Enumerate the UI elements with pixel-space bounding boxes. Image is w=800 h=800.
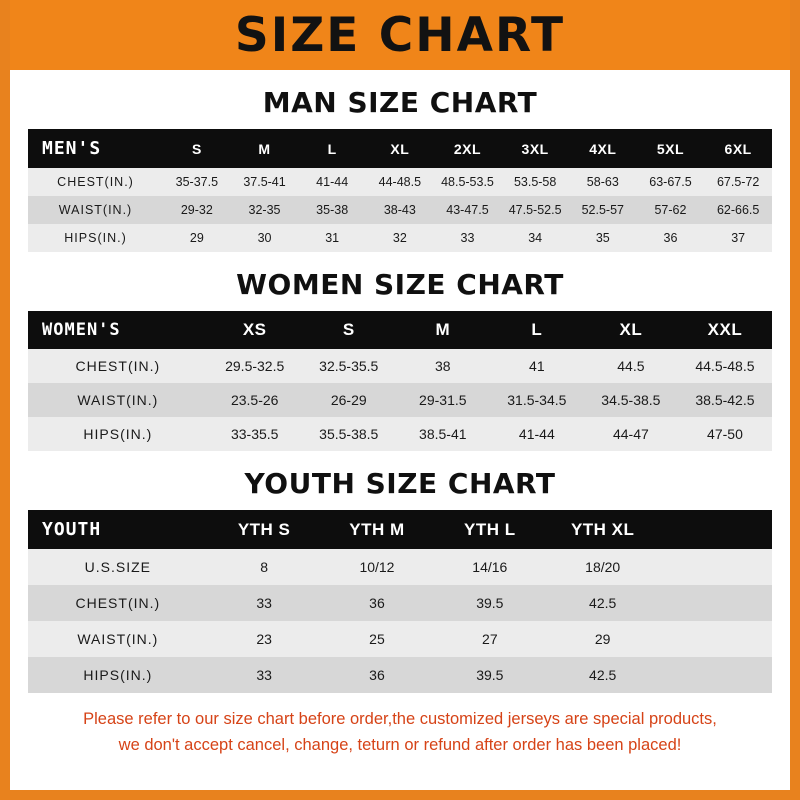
table-cell: [659, 621, 772, 657]
table-cell: 41: [529, 358, 545, 374]
table-cell: 44-48.5: [378, 175, 422, 189]
table-cell: 41-44: [518, 426, 555, 442]
banner: [10, 0, 790, 70]
footer-note: [28, 707, 772, 758]
column-header: XXL: [707, 320, 743, 339]
table-cell: 36: [369, 595, 385, 611]
column-header: S: [342, 320, 355, 339]
women-size-table: [28, 311, 772, 451]
table-cell: 44.5-48.5: [695, 358, 755, 374]
table-header-row: [28, 510, 772, 549]
table-cell: 32.5-35.5: [319, 358, 379, 374]
table-cell: 44-47: [612, 426, 649, 442]
table-cell: 35.5-38.5: [319, 426, 379, 442]
column-header: 6XL: [724, 140, 752, 157]
table-cell: 44.5: [617, 358, 645, 374]
column-header-empty: [659, 510, 772, 549]
column-header: YOUTH: [42, 519, 102, 540]
column-header: M: [435, 320, 451, 339]
column-header: XL: [619, 320, 643, 339]
table-cell: 8: [260, 559, 268, 575]
column-header: 2XL: [453, 140, 482, 157]
table-cell: 62-66.5: [716, 203, 760, 217]
table-cell: 37.5-41: [243, 175, 286, 189]
row-label: WAIST(IN.): [77, 631, 159, 647]
row-label: HIPS(IN.): [83, 667, 153, 683]
column-header: 4XL: [589, 140, 617, 157]
column-header: YTH L: [464, 519, 516, 539]
bottom-accent-bar: [10, 790, 790, 800]
table-cell: 35: [595, 231, 610, 245]
column-header: YTH XL: [570, 519, 635, 539]
table-cell: 34.5-38.5: [601, 392, 661, 408]
table-cell: 29-31.5: [419, 392, 467, 408]
table-cell: 42.5: [589, 667, 617, 683]
content: [10, 86, 790, 758]
footer-note-line-1: Please refer to our size chart before order,the customized jerseys are special products,: [83, 710, 717, 728]
table-cell: [659, 657, 772, 693]
table-cell: [659, 585, 772, 621]
table-cell: 42.5: [589, 595, 617, 611]
table-cell: 30: [257, 231, 272, 245]
table-row: [28, 349, 772, 383]
table-cell: 39.5: [476, 595, 504, 611]
row-label: CHEST(IN.): [75, 358, 161, 374]
row-label: CHEST(IN.): [75, 595, 161, 611]
column-header: 3XL: [521, 140, 549, 157]
table-cell: 47-50: [707, 426, 743, 442]
table-cell: 23: [256, 631, 272, 647]
column-header: WOMEN'S: [42, 320, 121, 340]
section-men: [28, 86, 772, 252]
youth-size-table: [28, 510, 772, 693]
column-header: XS: [242, 320, 267, 339]
column-header: L: [531, 320, 543, 339]
row-label: CHEST(IN.): [57, 175, 134, 189]
table-cell: 35-37.5: [175, 175, 219, 189]
table-cell: 63-67.5: [649, 175, 692, 189]
table-header-row: [28, 311, 772, 349]
table-cell: 29: [594, 631, 611, 647]
table-cell: 18/20: [585, 559, 621, 575]
table-cell: 29: [189, 231, 204, 245]
table-cell: 38.5-41: [419, 426, 467, 442]
table-cell: 36: [663, 231, 678, 245]
table-cell: 23.5-26: [230, 392, 279, 408]
table-cell: 32-35: [248, 203, 281, 217]
table-cell: 35-38: [316, 203, 349, 217]
table-row: [28, 417, 772, 451]
table-cell: 33: [256, 667, 272, 683]
table-cell: 43-47.5: [446, 203, 489, 217]
table-cell: 48.5-53.5: [441, 175, 494, 189]
table-cell: 26-29: [330, 392, 367, 408]
row-label: WAIST(IN.): [77, 392, 159, 408]
row-label: U.S.SIZE: [84, 559, 152, 575]
table-cell: 25: [369, 631, 385, 647]
table-cell: 33-35.5: [230, 426, 279, 442]
table-cell: 10/12: [359, 559, 395, 575]
table-cell: 32: [392, 231, 407, 245]
table-cell: 27: [482, 631, 498, 647]
table-cell: [659, 549, 772, 585]
table-cell: 34: [528, 231, 543, 245]
table-cell: 37: [731, 231, 746, 245]
section-title-women: WOMEN SIZE CHART: [236, 268, 564, 301]
table-cell: 33: [460, 231, 475, 245]
table-cell: 57-62: [654, 203, 687, 217]
section-title-men: MAN SIZE CHART: [262, 86, 538, 119]
table-row: [28, 585, 772, 621]
table-cell: 38.5-42.5: [695, 392, 755, 408]
section-women: [28, 268, 772, 451]
footer-note-line-2: we don't accept cancel, change, teturn or refund after order has been placed!: [118, 735, 682, 754]
column-header: YTH S: [237, 519, 291, 539]
row-label: WAIST(IN.): [58, 203, 133, 217]
row-label: HIPS(IN.): [64, 231, 127, 245]
table-cell: 52.5-57: [581, 203, 624, 217]
section-youth: [28, 467, 772, 693]
table-row: [28, 168, 772, 196]
column-header: S: [191, 140, 202, 157]
table-cell: 33: [256, 595, 272, 611]
table-cell: 38-43: [383, 203, 416, 217]
section-title-youth: YOUTH SIZE CHART: [244, 467, 556, 500]
table-cell: 31.5-34.5: [507, 392, 567, 408]
table-cell: 67.5-72: [716, 175, 760, 189]
column-header: XL: [390, 140, 410, 157]
column-header: 5XL: [656, 140, 685, 157]
table-cell: 38: [435, 358, 451, 374]
column-header: M: [258, 140, 271, 157]
page-title: SIZE CHART: [234, 7, 566, 63]
table-row: [28, 196, 772, 224]
table-header-row: [28, 129, 772, 168]
table-cell: 41-44: [316, 175, 349, 189]
table-cell: 14/16: [472, 559, 508, 575]
table-cell: 29.5-32.5: [225, 358, 285, 374]
table-cell: 47.5-52.5: [508, 203, 562, 217]
column-header: MEN'S: [42, 138, 102, 159]
table-row: [28, 657, 772, 693]
column-header: L: [327, 140, 337, 157]
table-cell: 53.5-58: [513, 175, 557, 189]
men-size-table: [28, 129, 772, 252]
table-row: [28, 224, 772, 252]
table-cell: 36: [369, 667, 385, 683]
table-row: [28, 549, 772, 585]
table-cell: 31: [325, 231, 340, 245]
table-cell: 58-63: [586, 175, 619, 189]
table-row: [28, 383, 772, 417]
row-label: HIPS(IN.): [83, 426, 153, 442]
table-cell: 39.5: [476, 667, 504, 683]
table-cell: 29-32: [180, 203, 213, 217]
column-header: YTH M: [349, 519, 405, 539]
table-row: [28, 621, 772, 657]
